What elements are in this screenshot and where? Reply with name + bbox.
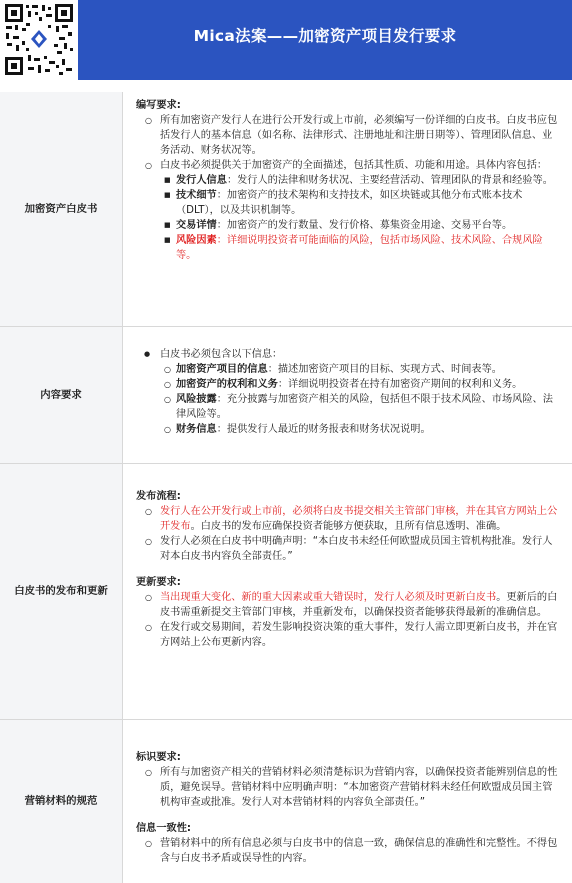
table-row bbox=[0, 92, 572, 327]
qr-code[interactable] bbox=[4, 3, 74, 76]
list-item: ○ 发行人在公开发行或上市前，必须将白皮书提交相关主管部门审核，并在其官方网站上公开发布。白皮书的发布应确保投资者能够方便获取，且所有信息透明、准确。 bbox=[136, 504, 558, 534]
list-item: ○ 加密资产的权利和义务：详细说明投资者在持有加密资产期间的权利和义务。 bbox=[160, 377, 558, 392]
list-item: ■ 交易详情：加密资产的发行数量、发行价格、募集资金用途、交易平台等。 bbox=[160, 218, 558, 233]
row-label: 营销材料的规范 bbox=[0, 720, 122, 883]
header bbox=[0, 0, 572, 80]
section-title: 编写要求: bbox=[136, 100, 181, 111]
list-item: ○ 在发行或交易期间，若发生影响投资决策的重大事件，发行人需立即更新白皮书，并在官方网站上公布更新内容。 bbox=[136, 620, 558, 650]
list-item: ○ 所有与加密资产相关的营销材料必须清楚标识为营销内容，以确保投资者能辨别信息的性质，避免误导。营销材料中应明确声明：“本加密资产营销材料未经任何欧盟成员国主管机构审查或批准。发行人对本营销材料的内容负全部责任。” bbox=[136, 765, 558, 810]
section-title: 更新要求: bbox=[136, 577, 181, 588]
list-item: ○ 当出现重大变化、新的重大因素或重大错误时，发行人必须及时更新白皮书。更新后的白皮书需重新提交主管部门审核，并重新发布，以确保投资者能够获得最新的准确信息。 bbox=[136, 590, 558, 620]
page-title: Mica法案——加密资产项目发行要求 bbox=[193, 27, 457, 45]
row-label: 加密资产白皮书 bbox=[0, 92, 122, 326]
list-item: ○ 财务信息：提供发行人最近的财务报表和财务状况说明。 bbox=[160, 422, 558, 437]
table-row bbox=[0, 720, 572, 883]
section-title: 信息一致性: bbox=[136, 823, 192, 834]
column-divider bbox=[122, 92, 123, 883]
row-content bbox=[122, 92, 572, 326]
list-item: ○ 白皮书必须提供关于加密资产的全面描述，包括其性质、功能和用途。具体内容包括： ■ 发行人信息：发行人的法律和财务状况、主要经营活动、管理团队的背景和经验等。 ■ 技术细节：加密资产的技术架构和支持技术，如区块链或其他分布式账本技术（DLT），以及共识机制等。 ■ 交易详情：加密资产的发行数量、发行价格、募集资金用途、交易平台等。 ■ 风险因素：详细说明投资者可能面临的风险，包括市场风险、技术风险、合规风险等。 bbox=[136, 158, 558, 263]
row-label: 白皮书的发布和更新 bbox=[0, 464, 122, 719]
list-item: ○ 所有加密资产发行人在进行公开发行或上市前，必须编写一份详细的白皮书。白皮书应包括发行人的基本信息（如名称、法律形式、注册地址和注册日期等）、管理团队信息、业务活动、财务状况等。 bbox=[136, 113, 558, 158]
row-content bbox=[122, 327, 572, 463]
list-item: ● 白皮书必须包含以下信息： ○ 加密资产项目的信息：描述加密资产项目的目标、实现方式、时间表等。 ○ 加密资产的权利和义务：详细说明投资者在持有加密资产期间的权利和义务。 ○ 风险披露：充分披露与加密资产相关的风险，包括但不限于技术风险、市场风险、法律风险等。 ○ 财务信息：提供发行人最近的财务报表和财务状况说明。 bbox=[136, 347, 558, 437]
list-item: ○ 营销材料中的所有信息必须与白皮书中的信息一致，确保信息的准确性和完整性。不得包含与白皮书矛盾或误导性的内容。 bbox=[136, 836, 558, 866]
section-title: 标识要求: bbox=[136, 752, 181, 763]
list-item: ■ 技术细节：加密资产的技术架构和支持技术，如区块链或其他分布式账本技术（DLT），以及共识机制等。 bbox=[160, 188, 558, 218]
list-item: ○ 风险披露：充分披露与加密资产相关的风险，包括但不限于技术风险、市场风险、法律风险等。 bbox=[160, 392, 558, 422]
title-banner bbox=[78, 0, 572, 80]
list-item: ○ 发行人必须在白皮书中明确声明：“本白皮书未经任何欧盟成员国主管机构批准。发行人对本白皮书内容负全部责任。” bbox=[136, 534, 558, 564]
row-label: 内容要求 bbox=[0, 327, 122, 463]
list-item: ■ 发行人信息：发行人的法律和财务状况、主要经营活动、管理团队的背景和经验等。 bbox=[160, 173, 558, 188]
row-content bbox=[122, 720, 572, 883]
list-item: ■ 风险因素：详细说明投资者可能面临的风险，包括市场风险、技术风险、合规风险等。 bbox=[160, 233, 558, 263]
table-row bbox=[0, 327, 572, 464]
table-row bbox=[0, 464, 572, 720]
row-content bbox=[122, 464, 572, 719]
list-item: ○ 加密资产项目的信息：描述加密资产项目的目标、实现方式、时间表等。 bbox=[160, 362, 558, 377]
section-title: 发布流程: bbox=[136, 491, 181, 502]
